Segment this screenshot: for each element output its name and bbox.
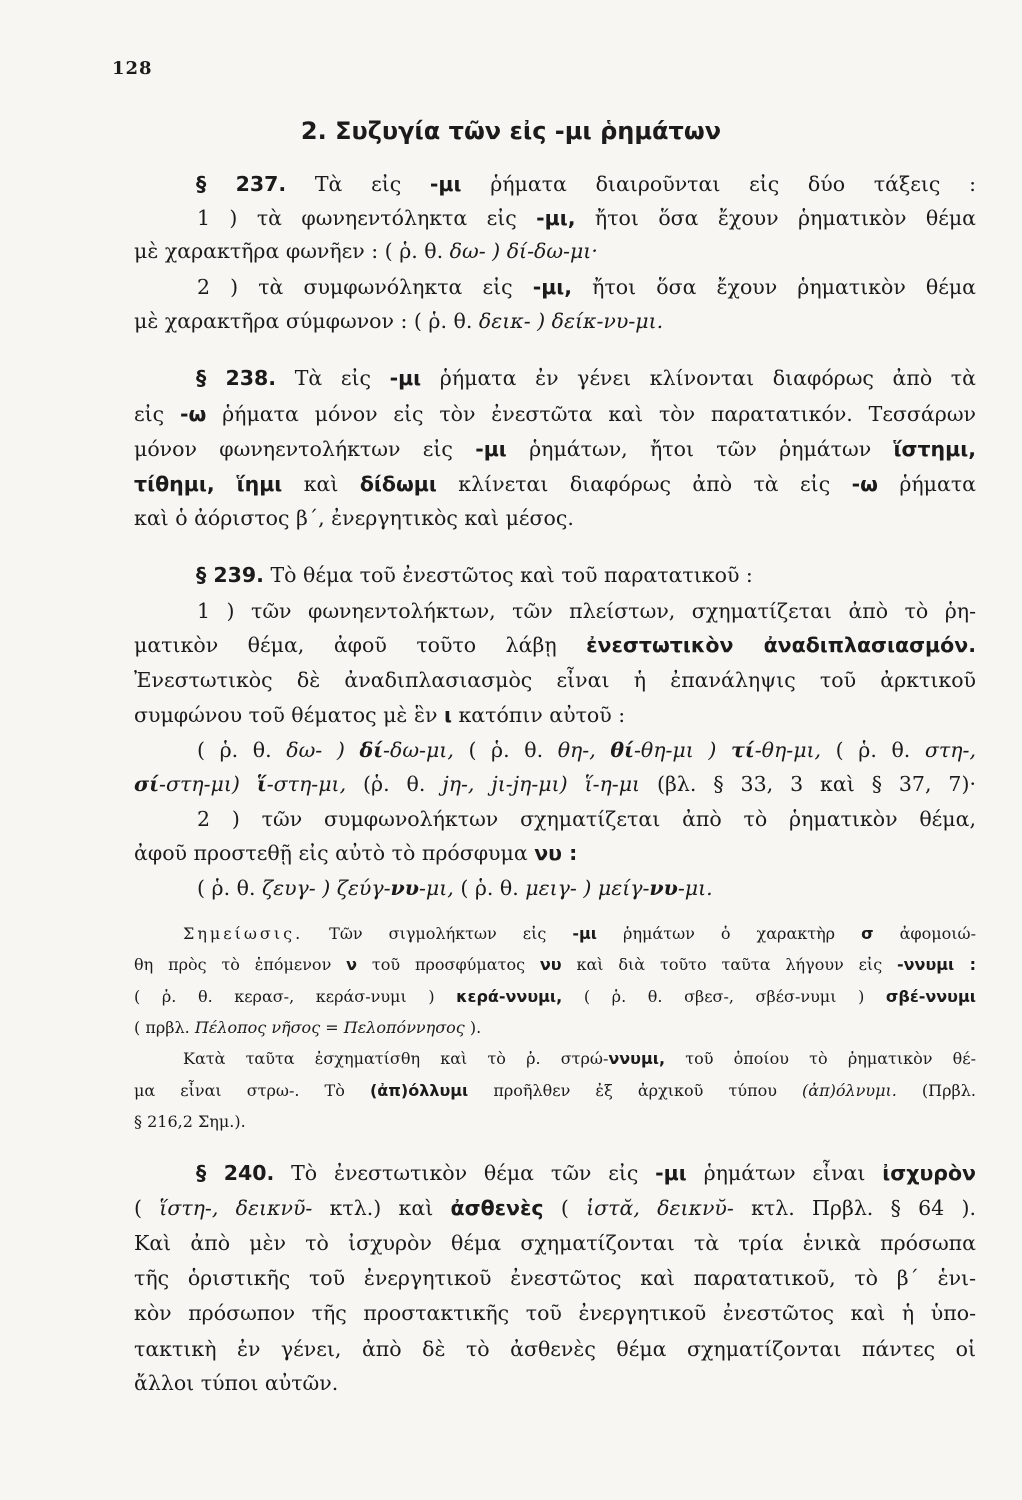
text-run: (ῥ. θ.: [346, 772, 443, 796]
paragraph-237-line: [197, 272, 976, 302]
note-line: [183, 922, 976, 946]
text-run: ζευγ- ) ζεύγ-: [261, 876, 391, 900]
paragraph-239-line: [197, 596, 976, 626]
text-run: ῥημάτων, ἤτοι τῶν ῥημάτων: [506, 437, 894, 461]
text-run: -μι,: [536, 206, 576, 230]
paragraph-240-line: [196, 1158, 976, 1188]
text-run: μα εἶναι στρω-. Τὸ: [134, 1081, 370, 1100]
paragraph-239-line: [196, 560, 976, 590]
text-run: -μι,: [532, 275, 573, 299]
paragraph-240-line: [134, 1298, 976, 1328]
text-run: -μι,: [418, 876, 454, 900]
text-run: ( ῥ. θ.: [197, 876, 262, 900]
text-run: -μι: [655, 1161, 687, 1185]
text-run: (: [543, 1196, 587, 1220]
note-line: [134, 953, 976, 977]
text-run: θη πρὸς τὸ ἑπόμενον: [134, 955, 347, 974]
text-run: ἵ: [256, 772, 267, 796]
text-run: νυ :: [534, 841, 578, 865]
text-run: -θη-μι ): [633, 738, 731, 762]
text-run: Τὰ εἰς: [276, 366, 390, 390]
paragraph-240-line: [134, 1193, 976, 1223]
text-run: -μι: [475, 437, 507, 461]
paragraph-240-line: [134, 1334, 976, 1364]
text-run: -ω: [851, 472, 878, 496]
text-run: δίδωμι: [359, 472, 437, 496]
text-run: ι: [443, 703, 452, 727]
text-run: τακτικὴ ἐν γένει, ἀπὸ δὲ τὸ ἀσθενὲς θέμα σχηματίζονται πάντες οἱ: [134, 1337, 976, 1361]
text-run: -ω: [179, 402, 207, 426]
text-run: μόνον φωνηεντολήκτων εἰς: [134, 437, 476, 461]
note-line: [134, 1079, 976, 1103]
text-run: κλίνεται διαφόρως ἀπὸ τὰ εἰς: [436, 472, 852, 496]
text-run: μὲ χαρακτῆρα φωνῆεν : ( ῥ. θ.: [134, 239, 450, 263]
text-run: (: [134, 1196, 160, 1220]
paragraph-240-line: [134, 1228, 976, 1258]
text-run: ἵστη-, δεικνῦ-: [159, 1196, 313, 1220]
text-run: ἤτοι ὅσα ἔχουν ῥηματικὸν θέμα: [575, 206, 976, 230]
text-run: δω- ) δί-δω-μι·: [449, 239, 598, 263]
text-run: δί: [359, 738, 384, 762]
text-run: ( ῥ. θ.: [453, 738, 558, 762]
text-run: (Πρβλ.: [896, 1081, 976, 1100]
paragraph-239-line: [197, 804, 976, 834]
text-run: § 216,2 Σημ.).: [134, 1112, 246, 1131]
paragraph-238-line: [134, 469, 976, 499]
text-run: καὶ: [282, 472, 360, 496]
text-run: ἀφοῦ προστεθῇ εἰς αὐτὸ τὸ πρόσφυμα: [134, 841, 535, 865]
text-run: ( ῥ. θ.: [821, 738, 925, 762]
text-run: -μι.: [677, 876, 713, 900]
text-run: Ἐνεστωτικὸς δὲ ἀναδιπλασιασμὸς εἶναι ἡ ἐπανάληψις τοῦ ἀρκτικοῦ: [134, 668, 976, 692]
text-run: τοῦ προσφύματος: [357, 955, 540, 974]
paragraph-237-line: [134, 306, 976, 336]
text-run: κερά-ννυμι,: [456, 987, 563, 1006]
text-run: κὸν πρόσωπον τῆς προστακτικῆς τοῦ ἐνεργητικοῦ ἐνεστῶτος καὶ ἡ ὑπο-: [134, 1301, 976, 1325]
text-run: Τὰ εἰς: [286, 172, 430, 196]
text-run: ῥήματα: [877, 472, 976, 496]
note-line: [134, 1016, 976, 1040]
text-run: τί: [731, 738, 755, 762]
text-run: δω- ): [286, 738, 360, 762]
text-run: -θη-μι,: [754, 738, 822, 762]
text-run: ( ῥ. θ.: [453, 876, 526, 900]
text-run: 1 ) τῶν φωνηεντολήκτων, τῶν πλείστων, σχηματίζεται ἀπὸ τὸ ῥη-: [197, 599, 976, 623]
text-run: Πέλοπος νῆσος = Πελοπόννησος: [194, 1018, 465, 1037]
paragraph-238-line: [134, 434, 976, 464]
text-run: μειγ- ) μείγ-: [525, 876, 650, 900]
text-run: καὶ διὰ τοῦτο ταῦτα λήγουν εἰς: [561, 955, 898, 974]
text-run: ῥήματα ἐν γένει κλίνονται διαφόρως ἀπὸ τὰ: [421, 366, 976, 390]
page-number: 128: [112, 58, 153, 79]
text-run: τίθημι, ἵημι: [134, 472, 283, 496]
paragraph-237-line: [197, 203, 976, 233]
text-run: ῥημάτων εἶναι: [686, 1161, 883, 1185]
paragraph-238-line: [134, 503, 976, 533]
text-run: ῥήματα μόνον εἰς τὸν ἐνεστῶτα καὶ τὸν παρατατικόν. Τεσσάρων: [206, 402, 976, 426]
text-run: jη-, jι-jη-μι) ἵ-η-μι: [442, 772, 641, 796]
text-run: θί: [610, 738, 634, 762]
text-run: ῥήματα διαιροῦνται εἰς δύο τάξεις :: [461, 172, 976, 196]
paragraph-238-line: [196, 363, 976, 393]
text-run: σί: [134, 772, 160, 796]
paragraph-240-line: [134, 1263, 976, 1293]
text-run: καὶ ὁ ἀόριστος β΄, ἐνεργητικὸς καὶ μέσος.: [134, 506, 574, 530]
paragraph-239-line: [197, 735, 976, 765]
text-run: § 237.: [196, 172, 287, 196]
text-run: ν: [346, 955, 358, 974]
text-run: σ: [861, 924, 874, 943]
text-run: στη-,: [924, 738, 976, 762]
text-run: ἵστημι,: [893, 437, 976, 461]
paragraph-239-line: [197, 873, 976, 903]
paragraph-239-line: [134, 630, 976, 660]
paragraph-238-line: [134, 399, 976, 429]
text-run: -στη-μι): [159, 772, 257, 796]
text-run: ἀσθενὲς: [450, 1196, 544, 1220]
text-run: -μι: [572, 924, 598, 943]
text-run: -στη-μι,: [266, 772, 347, 796]
text-run: κτλ.) καὶ: [312, 1196, 451, 1220]
text-run: (βλ. § 33, 3 καὶ § 37, 7)·: [640, 772, 976, 796]
note-line: [183, 1047, 976, 1071]
section-heading: 2. Συζυγία τῶν εἰς -μι ῥημάτων: [300, 117, 722, 145]
paragraph-237-line: [134, 236, 976, 266]
note-line: [134, 985, 976, 1009]
text-run: § 238.: [196, 366, 277, 390]
text-run: εἰς: [134, 402, 180, 426]
paragraph-239-line: [134, 700, 976, 730]
text-run: (ἀπ)όλλυμι: [369, 1081, 469, 1100]
text-run: ἤτοι ὅσα ἔχουν ῥηματικὸν θέμα: [572, 275, 976, 299]
text-run: ἱστᾰ, δεικνῠ-: [586, 1196, 734, 1220]
text-run: ἄλλοι τύποι αὐτῶν.: [134, 1371, 339, 1395]
text-run: -δω-μι,: [383, 738, 454, 762]
text-run: νυ: [649, 876, 678, 900]
text-run: Τὸ θέμα τοῦ ἐνεστῶτος καὶ τοῦ παρατατικοῦ :: [263, 563, 753, 587]
text-run: (ἀπ)όλνυμι.: [802, 1081, 897, 1100]
text-run: Τὸ ἐνεστωτικὸν θέμα τῶν εἰς: [274, 1161, 656, 1185]
text-run: μὲ χαρακτῆρα σύμφωνον : ( ῥ. θ.: [134, 309, 479, 333]
paragraph-240-line: [134, 1368, 976, 1398]
text-run: Σημείωσις.: [183, 924, 304, 943]
text-run: νυ: [390, 876, 419, 900]
text-run: -μι: [429, 172, 462, 196]
text-run: ( ῥ. θ. κερασ-, κεράσ-νυμι ): [134, 987, 457, 1006]
text-run: θη-,: [557, 738, 611, 762]
text-run: -μι: [389, 366, 422, 390]
text-run: 1 ) τὰ φωνηεντόληκτα εἰς: [197, 206, 537, 230]
text-run: προῆλθεν ἐξ ἀρχικοῦ τύπου: [468, 1081, 803, 1100]
paragraph-237-line: [196, 169, 976, 199]
text-run: δεικ- ) δείκ-νυ-μι.: [478, 309, 664, 333]
note-line: [134, 1110, 976, 1134]
text-run: ( ῥ. θ.: [197, 738, 287, 762]
text-run: νυ: [539, 955, 562, 974]
text-run: § 239.: [196, 563, 264, 587]
text-run: ).: [464, 1018, 482, 1037]
text-run: κτλ. Πρβλ. § 64 ).: [733, 1196, 976, 1220]
paragraph-239-line: [134, 838, 976, 868]
text-run: Καὶ ἀπὸ μὲν τὸ ἰσχυρὸν θέμα σχηματίζονται τὰ τρία ἑνικὰ πρόσωπα: [134, 1231, 976, 1255]
text-run: -ννυμι :: [897, 955, 976, 974]
text-run: ἰσχυρὸν: [882, 1161, 976, 1185]
text-run: Κατὰ ταῦτα ἐσχηματίσθη καὶ τὸ ῥ. στρώ-: [183, 1049, 609, 1068]
text-run: Τῶν σιγμολήκτων εἰς: [303, 924, 573, 943]
text-run: ( πρβλ.: [134, 1018, 195, 1037]
text-run: συμφώνου τοῦ θέματος μὲ ἓν: [134, 703, 444, 727]
text-run: τοῦ ὁποίου τὸ ῥηματικὸν θέ-: [665, 1049, 976, 1068]
paragraph-239-line: [134, 769, 976, 799]
text-run: ματικὸν θέμα, ἀφοῦ τοῦτο λάβῃ: [134, 633, 587, 657]
text-run: 2 ) τὰ συμφωνόληκτα εἰς: [197, 275, 533, 299]
text-run: ννυμι,: [608, 1049, 666, 1068]
text-run: κατόπιν αὐτοῦ :: [451, 703, 626, 727]
text-run: § 240.: [196, 1161, 275, 1185]
text-run: 2 ) τῶν συμφωνολήκτων σχηματίζεται ἀπὸ τὸ ῥηματικὸν θέμα,: [197, 807, 976, 831]
paragraph-239-line: [134, 665, 976, 695]
text-run: ἐνεστωτικὸν ἀναδιπλασιασμόν.: [586, 633, 976, 657]
text-run: ( ῥ. θ. σβεσ-, σβέσ-νυμι ): [562, 987, 886, 1006]
text-run: ῥημάτων ὁ χαρακτὴρ: [597, 924, 862, 943]
text-run: σβέ-ννυμι: [885, 987, 976, 1006]
text-run: τῆς ὁριστικῆς τοῦ ἐνεργητικοῦ ἐνεστῶτος καὶ παρατατικοῦ, τὸ β΄ ἑνι-: [134, 1266, 976, 1290]
text-run: ἀφομοιώ-: [873, 924, 976, 943]
